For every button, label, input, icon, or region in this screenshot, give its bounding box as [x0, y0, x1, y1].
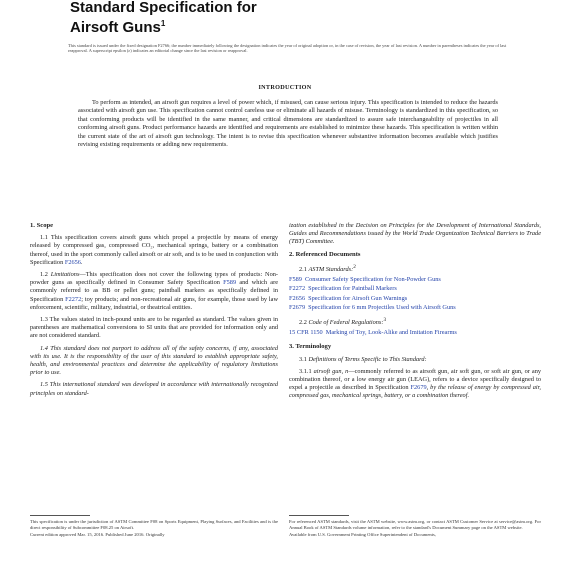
ref-code-link[interactable]: F589: [289, 276, 302, 284]
left-footnotes: [30, 515, 278, 538]
title-line-2: [70, 16, 490, 36]
scope-para-4: [30, 345, 278, 378]
ref-code-link[interactable]: F2272: [289, 285, 306, 293]
ref-sub2-sup: 3: [383, 316, 387, 323]
terminology-sub: [289, 356, 541, 364]
astm-reference-list: [289, 276, 541, 312]
right-column: [289, 222, 541, 405]
ref-item: [289, 276, 541, 284]
ref-sub2-title: Code of Federal Regulations:: [308, 319, 384, 327]
title-footnote-mark: 1: [160, 19, 166, 28]
term-def-text: —commonly referred to as airsoft gun, air soft gun, or soft air gun, or any combination thereof, or a low energy air gun (LEAG), refers to a device specifically designed to expel a projectile as described in Specification: [289, 367, 541, 392]
scope-p5-num: 1.5: [40, 381, 48, 389]
scope-p2-text1: —This specification does not cover the following types of products: Non-powder guns as specifically defined in Consumer Safety Specification: [30, 271, 278, 287]
term-sub-title: Definitions of Terms Specific to This Standard:: [308, 355, 427, 363]
footnote-rule: [30, 515, 90, 516]
link-f2272[interactable]: F2272: [65, 295, 82, 303]
cfr-title-link[interactable]: Marking of Toy, Look-Alike and Imitation Firearms: [325, 329, 457, 337]
footnote-1: This specification is under the jurisdiction of ASTM Committee F08 on Sports Equipment, Playing Surfaces, and Facilities and is the direct responsibility of Subcommittee F08.25 on Airsoft.: [30, 519, 278, 530]
ref-title-link[interactable]: Specification for 6 mm Projectiles Used with Airsoft Guns: [308, 303, 456, 311]
astm-standards-label: [289, 263, 541, 274]
introduction-text: To perform as intended, an airsoft gun requires a level of power which, if misused, can cause serious injury. This specification is intended to reduce the hazards associated with airsoft gun use. This specification cannot control careless use or eliminate all hazards of misuse. Terminology is standardized in this specification, so that conforming products will be identified in the same manner, and critical dimensions are standardized to assure safe interchangeability of projectiles in all conforming airsoft guns. Product performance hazards are identified and requirements are established to minimize these hazards. This specification is written within the current state of the art of airsoft gun technology. The intent is to revise this specification whenever substantive information becomes available which justifies revising existing requirements or adding new requirements.: [78, 99, 498, 149]
scope-p2-text3: ; toy products; and non-recreational air guns, for example, those used by law enforcement, scientific, military, industrial, or theatrical entities.: [30, 295, 278, 311]
scope-continuation: ization established in the Decision on Principles for the Development of International Standards, Guides and Recommendations issued by the World Trade Organization Technical Barriers to Trade (TBT) Committee.: [289, 222, 541, 246]
footnote-rule: [289, 515, 349, 516]
scope-p2-num: 1.2: [40, 271, 48, 279]
ref-item: [289, 285, 541, 293]
cfr-code-link[interactable]: 15 CFR 1150: [289, 329, 323, 337]
scope-para-1: [30, 234, 278, 267]
scope-heading: 1. Scope: [30, 222, 54, 229]
footnote-2: For referenced ASTM standards, visit the ASTM website, www.astm.org, or contact ASTM Customer Service at service@astm.org. For Annual Book of ASTM Standards volume information, refer to the standard's Document Summary page on the ASTM website.: [289, 519, 541, 530]
ref-code-link[interactable]: F2679: [289, 303, 306, 311]
referenced-heading: 2. Referenced Documents: [289, 250, 361, 258]
ref-sub2-num: 2.2: [299, 319, 307, 327]
cfr-reference-list: [289, 329, 541, 337]
ref-sub1-sup: 2: [353, 263, 356, 270]
link-f2656[interactable]: F2656: [64, 258, 81, 266]
ref-title-link[interactable]: Consumer Safety Specification for Non-Powder Guns: [304, 276, 441, 284]
link-f2679[interactable]: F2679: [410, 384, 427, 392]
introduction-heading: INTRODUCTION: [258, 84, 312, 91]
term-def-end: , by the release of energy by compressed air, compressed gas, mechanical springs, battery, or a combination thereof.: [289, 384, 542, 400]
scope-para-3: [30, 316, 278, 341]
cfr-item: [289, 329, 541, 337]
scope-p3-num: 1.3: [40, 316, 48, 324]
ref-code-link[interactable]: F2656: [289, 294, 306, 302]
scope-p1-text: This specification covers airsoft guns which propel a projectile by means of energy released by compressed gas, compressed CO₂, mechanical springs, battery or a combination thereof, used in the sport commonly called airsoft or air soft, and is to be used in conjunction with Specification: [30, 234, 278, 266]
link-f589[interactable]: F589: [223, 279, 237, 287]
scope-p1-num: 1.1: [40, 234, 48, 242]
scope-p2-text2: and which are commonly referred to as BB or pellet guns; paintball markers as specifically defined in Specification: [30, 279, 278, 303]
term-def-num: 3.1.1: [299, 367, 312, 375]
scope-para-2: [30, 271, 278, 312]
title-line-1: Standard Specification for: [70, 0, 257, 16]
scope-p5-text: This international standard was developed in accordance with internationally recognized principles on standard-: [30, 381, 278, 397]
term-def-term: airsoft gun, n: [313, 367, 349, 375]
ref-title-link[interactable]: Specification for Paintball Markers: [308, 285, 397, 293]
scope-p1-end: .: [80, 258, 83, 266]
cfr-label: [289, 316, 541, 327]
scope-p3-text: The values stated in inch-pound units are to be regarded as standard. The values given in parentheses are mathematical conversions to SI units that are provided for information only and are not considered standard.: [30, 316, 278, 340]
title-line-2-text: Airsoft Guns: [70, 19, 161, 36]
term-sub-num: 3.1: [299, 355, 307, 363]
terminology-heading: 3. Terminology: [289, 343, 332, 351]
scope-p4-num: 1.4: [40, 344, 48, 352]
scope-para-5: [30, 381, 278, 397]
ref-item: [289, 304, 541, 312]
designation-notice: This standard is issued under the fixed designation F2766; the number immediately following the designation indicates the year of original adoption or, in the case of revision, the year of last revision. A number in parentheses indicates the year of last reapproval. A superscript epsilon (ε) indicates an editorial change since the last revision or reapproval.: [68, 43, 507, 54]
footnote-3: Available from U.S. Government Printing Office Superintendent of Documents,: [289, 532, 436, 538]
scope-p4-text: This standard does not purport to address all of the safety concerns, if any, associated with its use. It is the responsibility of the user of this standard to establish appropriate safety, health, and environmental practices and determine the applicability of regulatory limitations prior to use.: [30, 344, 278, 377]
ref-title-link[interactable]: Specification for Airsoft Gun Warnings: [308, 294, 408, 302]
footnote-1b: Current edition approved Mar. 15, 2016. Published June 2016. Originally: [30, 532, 165, 538]
terminology-definition: [289, 368, 541, 401]
scope-p2-italic: Limitations: [50, 271, 80, 279]
left-column: [30, 222, 278, 402]
right-footnotes: [289, 515, 541, 538]
ref-item: [289, 295, 541, 303]
ref-sub1-num: 2.1: [299, 265, 307, 273]
document-title: [70, 0, 490, 36]
ref-sub1-title: ASTM Standards:: [308, 265, 354, 273]
